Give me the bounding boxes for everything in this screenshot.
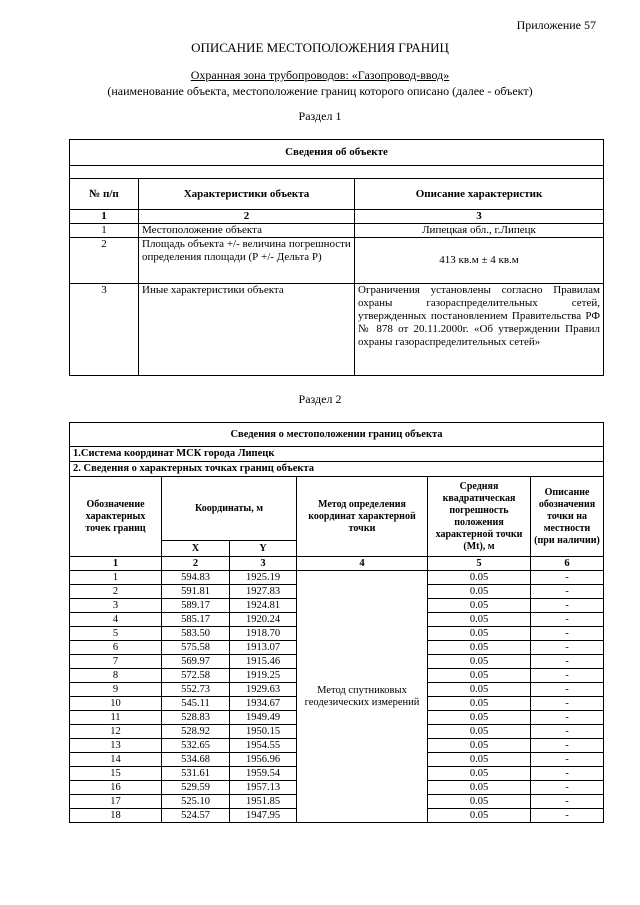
point-error: 0.05 <box>428 655 531 669</box>
coord-y: 1929.63 <box>230 683 297 697</box>
point-error: 0.05 <box>428 697 531 711</box>
point-error: 0.05 <box>428 753 531 767</box>
point-number: 4 <box>70 613 162 627</box>
points-subtitle: 2. Сведения о характерных точках границ объекта <box>70 462 604 477</box>
point-location-desc: - <box>531 655 604 669</box>
coord-x: 583.50 <box>162 627 230 641</box>
coord-x: 575.58 <box>162 641 230 655</box>
coord-x: 528.92 <box>162 725 230 739</box>
coord-x: 528.83 <box>162 711 230 725</box>
col-error-header: Средняя квадратическая погрешность положения характерной точки (Mt), м <box>428 477 531 557</box>
row-characteristic: Площадь объекта +/- величина погрешности определения площади (Р +/- Дельта Р) <box>139 238 355 284</box>
coord-y: 1925.19 <box>230 571 297 585</box>
object-name-note: (наименование объекта, местоположение границ которого описано (далее - объект) <box>107 84 533 98</box>
point-location-desc: - <box>531 711 604 725</box>
point-error: 0.05 <box>428 571 531 585</box>
coord-x: 591.81 <box>162 585 230 599</box>
coord-x: 552.73 <box>162 683 230 697</box>
coord-y: 1913.07 <box>230 641 297 655</box>
row-description: Липецкая обл., г.Липецк <box>355 224 604 238</box>
point-location-desc: - <box>531 767 604 781</box>
point-error: 0.05 <box>428 599 531 613</box>
coord-y: 1919.25 <box>230 669 297 683</box>
coord-y: 1927.83 <box>230 585 297 599</box>
point-error: 0.05 <box>428 613 531 627</box>
col-index: 2 <box>162 557 230 571</box>
point-location-desc: - <box>531 781 604 795</box>
coordinate-system: 1.Система координат МСК города Липецк <box>70 447 604 462</box>
point-error: 0.05 <box>428 781 531 795</box>
point-error: 0.05 <box>428 809 531 823</box>
col-index: 1 <box>70 557 162 571</box>
coord-x: 532.65 <box>162 739 230 753</box>
coord-y: 1956.96 <box>230 753 297 767</box>
point-number: 17 <box>70 795 162 809</box>
coord-y: 1918.70 <box>230 627 297 641</box>
coord-y: 1957.13 <box>230 781 297 795</box>
point-number: 6 <box>70 641 162 655</box>
point-location-desc: - <box>531 641 604 655</box>
row-number: 1 <box>70 224 139 238</box>
coord-x: 529.59 <box>162 781 230 795</box>
coord-x: 594.83 <box>162 571 230 585</box>
col-index: 1 <box>70 210 139 224</box>
coord-x: 524.57 <box>162 809 230 823</box>
point-error: 0.05 <box>428 683 531 697</box>
point-location-desc: - <box>531 725 604 739</box>
coord-y: 1947.95 <box>230 809 297 823</box>
point-number: 13 <box>70 739 162 753</box>
point-number: 9 <box>70 683 162 697</box>
point-error: 0.05 <box>428 669 531 683</box>
point-location-desc: - <box>531 753 604 767</box>
boundary-points-table <box>69 422 604 823</box>
point-number: 10 <box>70 697 162 711</box>
point-number: 11 <box>70 711 162 725</box>
section1-label: Раздел 1 <box>298 109 342 123</box>
col-char-header: Характеристики объекта <box>139 179 355 210</box>
coord-x: 589.17 <box>162 599 230 613</box>
coord-y: 1915.46 <box>230 655 297 669</box>
row-description: Ограничения установлены согласно Правилам охраны газораспределительных сетей, утвержденных постановлением Правительства РФ № 878 от 20.11.2000г. «Об утверждении Правил охраны газораспределительных сетей» <box>355 284 604 376</box>
col-index: 3 <box>230 557 297 571</box>
coord-x: 534.68 <box>162 753 230 767</box>
point-number: 5 <box>70 627 162 641</box>
point-location-desc: - <box>531 585 604 599</box>
coord-x: 569.97 <box>162 655 230 669</box>
point-number: 3 <box>70 599 162 613</box>
coord-y: 1951.85 <box>230 795 297 809</box>
coord-y: 1920.24 <box>230 613 297 627</box>
col-point-header: Обозначение характерных точек границ <box>70 477 162 557</box>
point-location-desc: - <box>531 739 604 753</box>
point-number: 16 <box>70 781 162 795</box>
document-title: ОПИСАНИЕ МЕСТОПОЛОЖЕНИЯ ГРАНИЦ <box>191 40 449 55</box>
col-index: 3 <box>355 210 604 224</box>
col-index: 6 <box>531 557 604 571</box>
coord-y: 1950.15 <box>230 725 297 739</box>
object-name: Охранная зона трубопроводов: «Газопровод-ввод» <box>190 68 450 82</box>
row-description: 413 кв.м ± 4 кв.м <box>355 238 604 284</box>
point-location-desc: - <box>531 809 604 823</box>
coord-y: 1954.55 <box>230 739 297 753</box>
point-number: 14 <box>70 753 162 767</box>
point-number: 15 <box>70 767 162 781</box>
coord-y: 1959.54 <box>230 767 297 781</box>
point-location-desc: - <box>531 571 604 585</box>
coord-y: 1924.81 <box>230 599 297 613</box>
col-desc-header: Описание характеристик <box>355 179 604 210</box>
coord-x: 545.11 <box>162 697 230 711</box>
point-number: 2 <box>70 585 162 599</box>
col-location-desc-header: Описание обозначения точки на местности (при наличии) <box>531 477 604 557</box>
point-number: 8 <box>70 669 162 683</box>
section2-label: Раздел 2 <box>298 392 342 406</box>
point-error: 0.05 <box>428 739 531 753</box>
point-location-desc: - <box>531 795 604 809</box>
object-info-title: Сведения об объекте <box>70 140 604 166</box>
coord-x: 585.17 <box>162 613 230 627</box>
col-index: 4 <box>297 557 428 571</box>
point-location-desc: - <box>531 697 604 711</box>
point-location-desc: - <box>531 613 604 627</box>
col-y-header: Y <box>230 541 297 557</box>
point-location-desc: - <box>531 627 604 641</box>
col-index: 5 <box>428 557 531 571</box>
col-num-header: № п/п <box>70 179 139 210</box>
method-cell: Метод спутниковых геодезических измерений <box>297 571 428 823</box>
point-error: 0.05 <box>428 725 531 739</box>
point-error: 0.05 <box>428 795 531 809</box>
row-characteristic: Иные характеристики объекта <box>139 284 355 376</box>
coord-y: 1949.49 <box>230 711 297 725</box>
coord-x: 525.10 <box>162 795 230 809</box>
point-location-desc: - <box>531 683 604 697</box>
col-method-header: Метод определения координат характерной точки <box>297 477 428 557</box>
table-row <box>70 571 604 585</box>
coord-x: 572.58 <box>162 669 230 683</box>
coord-x: 531.61 <box>162 767 230 781</box>
row-characteristic: Местоположение объекта <box>139 224 355 238</box>
spacer-row <box>70 166 604 179</box>
point-error: 0.05 <box>428 641 531 655</box>
row-number: 2 <box>70 238 139 284</box>
point-number: 1 <box>70 571 162 585</box>
col-coords-header: Координаты, м <box>162 477 297 541</box>
point-number: 12 <box>70 725 162 739</box>
point-location-desc: - <box>531 599 604 613</box>
col-x-header: X <box>162 541 230 557</box>
point-error: 0.05 <box>428 711 531 725</box>
object-info-table <box>69 139 604 376</box>
point-number: 7 <box>70 655 162 669</box>
row-number: 3 <box>70 284 139 376</box>
col-index: 2 <box>139 210 355 224</box>
boundary-table-title: Сведения о местоположении границ объекта <box>70 423 604 447</box>
annex-label: Приложение 57 <box>516 18 596 32</box>
coord-y: 1934.67 <box>230 697 297 711</box>
point-error: 0.05 <box>428 585 531 599</box>
point-error: 0.05 <box>428 767 531 781</box>
point-number: 18 <box>70 809 162 823</box>
point-error: 0.05 <box>428 627 531 641</box>
point-location-desc: - <box>531 669 604 683</box>
